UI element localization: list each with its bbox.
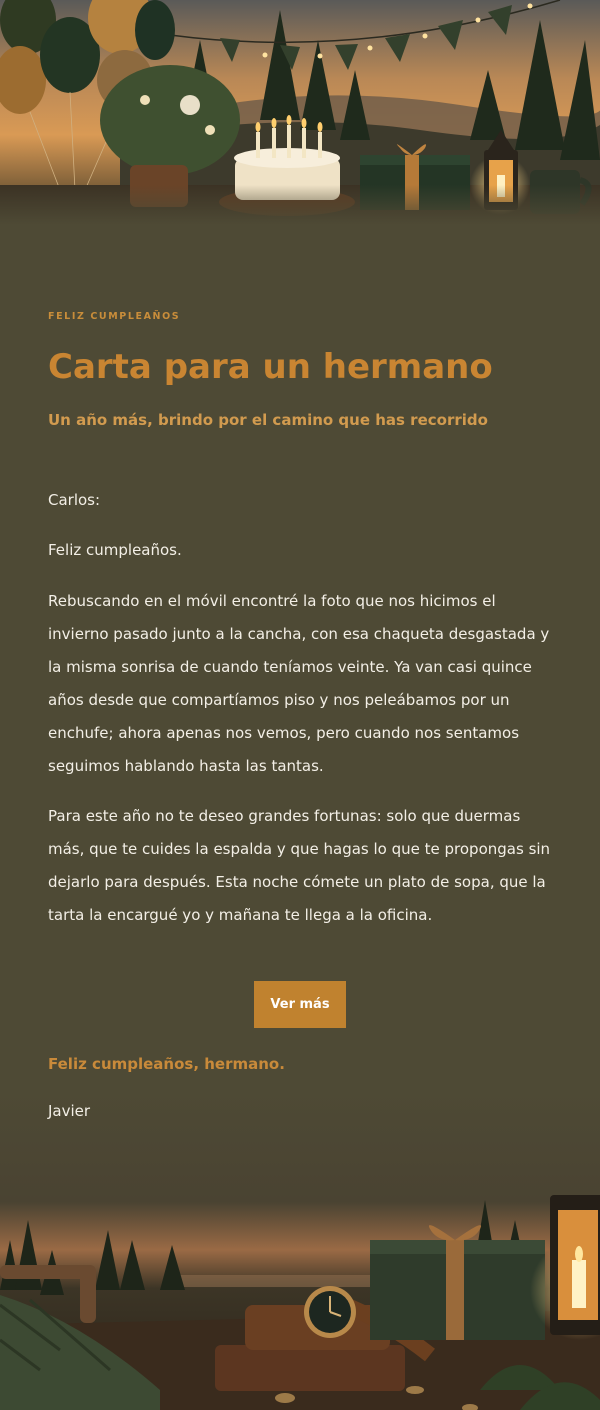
page-title: Carta para un hermano — [48, 347, 493, 387]
signature: Javier — [48, 1102, 91, 1120]
gift-and-watch-illustration — [0, 1090, 600, 1410]
footer-image — [0, 1090, 600, 1410]
see-more-button[interactable]: Ver más — [254, 981, 346, 1028]
eyebrow-label: FELIZ CUMPLEAÑOS — [48, 311, 181, 322]
letter-paragraph: Rebuscando en el móvil encontré la foto que nos hicimos el invierno pasado junto a la cancha, con esa chaqueta desgastada y la misma sonrisa de cuando teníamos veinte. Ya van casi quince años desde que compartíamos piso y nos peleábamos por un enchufe; ahora apenas nos vemos, pero cuando nos sentamos seguimos hablando hasta las tantas. — [48, 592, 550, 775]
subtitle: Un año más, brindo por el camino que has recorrido — [48, 411, 488, 429]
header-image — [0, 0, 600, 225]
letter-paragraph: Para este año no te deseo grandes fortunas: solo que duermas más, que te cuides la espalda y que hagas lo que te propongas sin dejarlo para después. Esta noche cómete un plato de sopa, que la tarta la encargué yo y mañana te llega a la oficina. — [48, 807, 551, 924]
gift-box-icon — [370, 1225, 545, 1340]
salutation: Carlos: — [48, 491, 101, 509]
closing-line: Feliz cumpleaños, hermano. — [48, 1055, 285, 1073]
birthday-scene-illustration — [0, 0, 600, 225]
greeting: Feliz cumpleaños. — [48, 541, 182, 559]
